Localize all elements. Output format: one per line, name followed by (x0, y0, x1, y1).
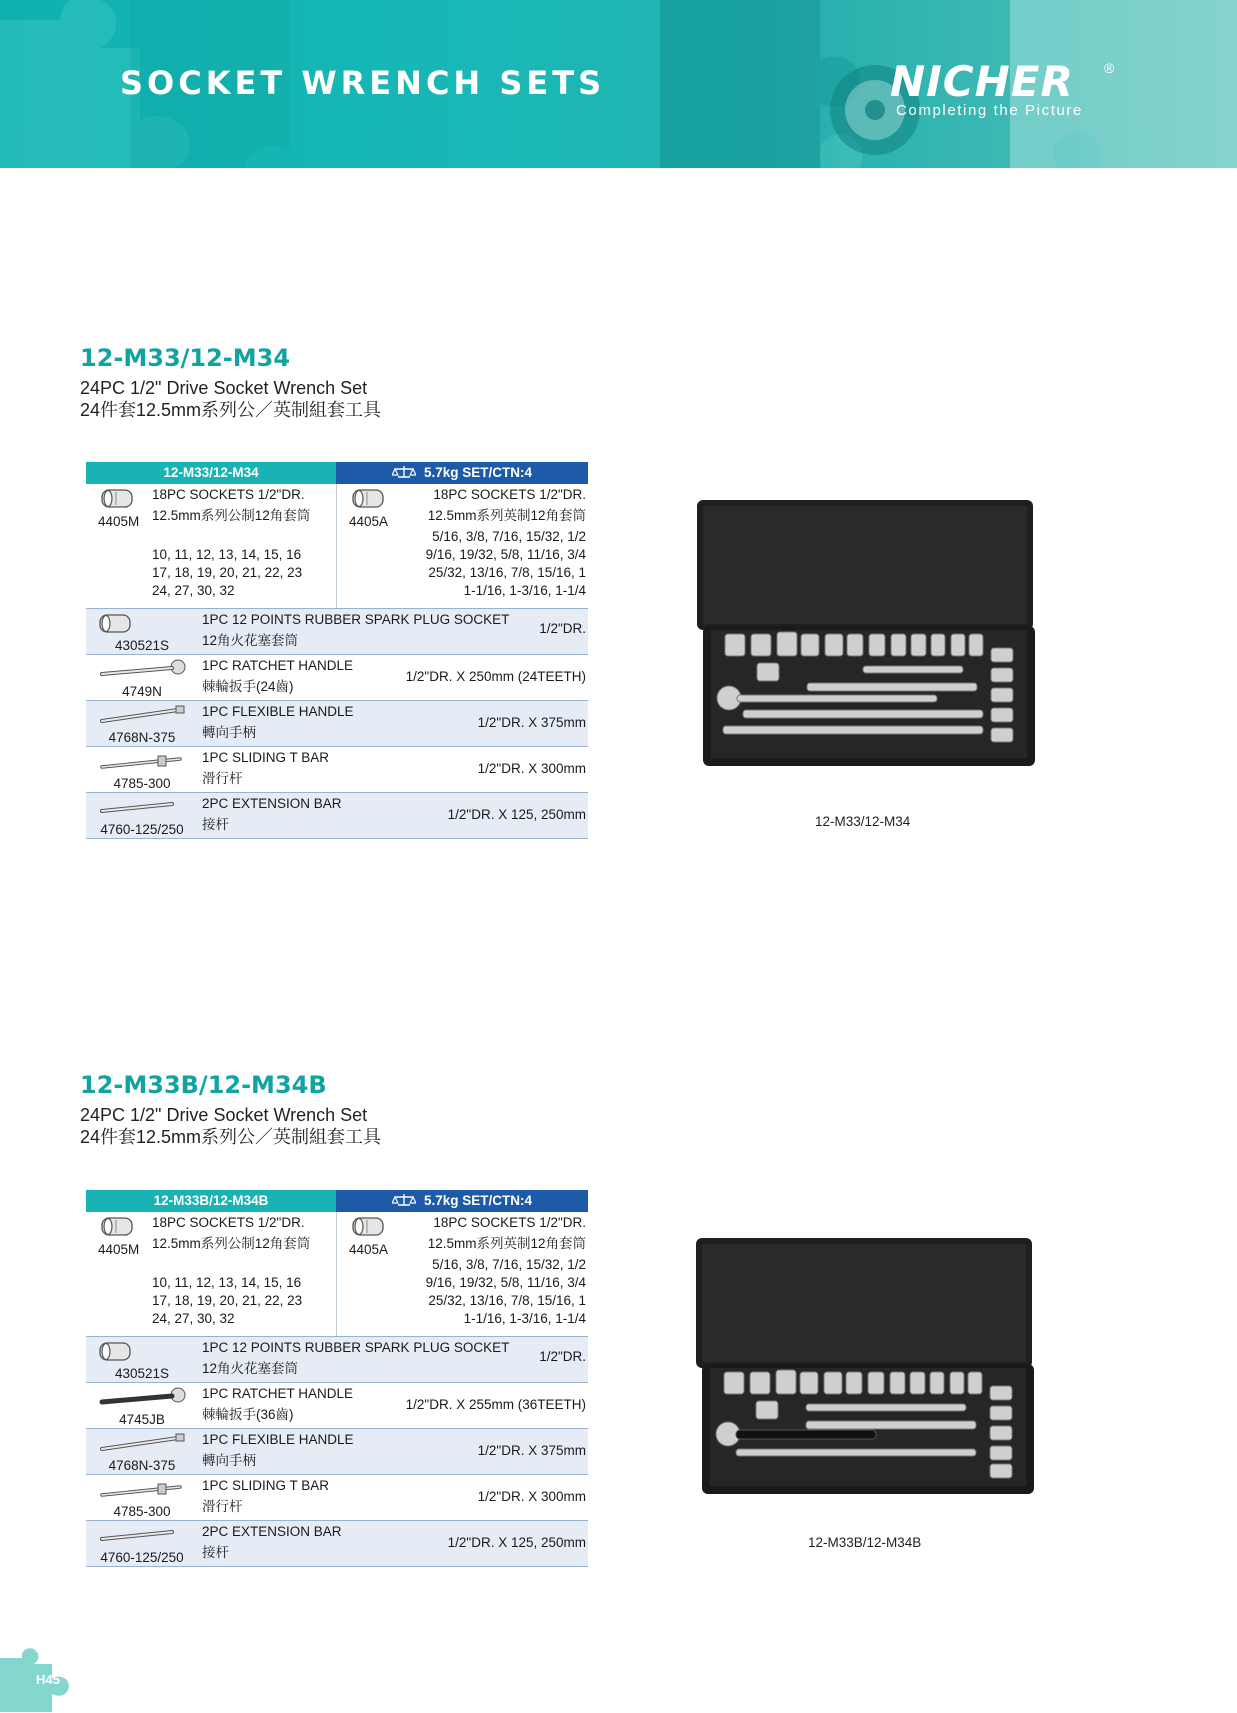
item-desc-en: 1PC FLEXIBLE HANDLE (202, 1432, 354, 1447)
item-desc-en: 1PC RATCHET HANDLE (202, 1386, 354, 1401)
spec-table-header (86, 462, 588, 484)
item-desc-cn: 12.5mm系列英制12角套筒 (427, 508, 586, 523)
item-code: 4405A (349, 1242, 389, 1257)
photo-caption: 12-M33B/12-M34B (808, 1535, 922, 1550)
socket-sizes: 5/16, 3/8, 7/16, 15/32, 1/2 9/16, 19/32, 5/8, 11/16, 3/4 25/32, 13/16, 7/8, 15/16, 1 1-1/16, 1-3/16, 1-1/4 (425, 1257, 586, 1326)
item-code: 4785-300 (113, 1504, 171, 1519)
scale-icon (392, 464, 416, 486)
item-desc-cn: 12.5mm系列公制12角套筒 (152, 508, 311, 523)
socket-block (86, 1212, 588, 1337)
item-desc-en: 18PC SOCKETS 1/2"DR. (152, 1215, 305, 1230)
item-code: 430521S (114, 1366, 170, 1381)
table-row (86, 1383, 588, 1429)
socket-sizes: 10, 11, 12, 13, 14, 15, 16 17, 18, 19, 20, 21, 22, 23 24, 27, 30, 32 (152, 547, 303, 598)
item-desc-en: 1PC SLIDING T BAR (202, 1478, 330, 1493)
item-code: 4785-300 (113, 776, 171, 791)
item-spec: 1/2"DR. (539, 1349, 586, 1364)
item-code: 4768N-375 (108, 730, 176, 745)
socket-icon (351, 487, 387, 514)
item-desc-en: 18PC SOCKETS 1/2"DR. (433, 1215, 586, 1230)
item-desc-en: 18PC SOCKETS 1/2"DR. (152, 487, 305, 502)
ratchet-icon (98, 658, 188, 683)
page-number: H45 (36, 1672, 60, 1687)
item-spec: 1/2"DR. X 375mm (477, 1443, 586, 1458)
socket-sizes: 10, 11, 12, 13, 14, 15, 16 17, 18, 19, 20, 21, 22, 23 24, 27, 30, 32 (152, 1275, 303, 1326)
item-code: 4749N (122, 684, 162, 699)
item-desc-cn: 滑行杆 (202, 771, 243, 786)
t-bar-icon (98, 750, 188, 775)
weight-text: 5.7kg SET/CTN:4 (423, 1193, 533, 1208)
table-row (86, 1475, 588, 1521)
socket-icon (351, 1215, 387, 1242)
socket-block (86, 484, 588, 609)
item-spec: 1/2"DR. X 375mm (477, 715, 586, 730)
socket-icon (100, 1215, 136, 1242)
product-code: 12-M33/12-M34 (80, 344, 291, 372)
weight-text: 5.7kg SET/CTN:4 (423, 465, 533, 480)
table-row (86, 1337, 588, 1383)
table-row (86, 1521, 588, 1567)
table-row (86, 1429, 588, 1475)
item-desc-cn: 12.5mm系列公制12角套筒 (152, 1236, 311, 1251)
item-desc-en: 2PC EXTENSION BAR (202, 1524, 342, 1539)
item-code: 4760-125/250 (100, 1550, 184, 1565)
spec-table (86, 462, 588, 839)
table-title: 12-M33B/12-M34B (86, 1190, 336, 1212)
item-spec: 1/2"DR. X 255mm (36TEETH) (405, 1397, 586, 1412)
item-desc-cn: 轉向手柄 (202, 1453, 256, 1468)
item-desc-en: 1PC 12 POINTS RUBBER SPARK PLUG SOCKET (202, 612, 510, 627)
item-spec: 1/2"DR. X 125, 250mm (447, 807, 586, 822)
socket-icon (98, 1340, 134, 1367)
metric-sockets (86, 484, 336, 608)
item-desc-cn: 轉向手柄 (202, 725, 256, 740)
brand-name: NICHER (890, 57, 1074, 106)
item-desc-cn: 棘輪扳手(24齒) (202, 679, 294, 694)
product-name-en: 24PC 1/2" Drive Socket Wrench Set (80, 1105, 368, 1125)
flexible-handle-icon (98, 704, 188, 729)
photo-caption: 12-M33/12-M34 (815, 814, 911, 829)
inch-sockets (336, 1212, 588, 1336)
product-name-cn: 24件套12.5mm系列公／英制組套工具 (80, 400, 382, 420)
ratchet-icon (98, 1386, 188, 1411)
item-spec: 1/2"DR. X 250mm (24TEETH) (405, 669, 586, 684)
item-desc-en: 1PC SLIDING T BAR (202, 750, 330, 765)
item-desc-cn: 12.5mm系列英制12角套筒 (427, 1236, 586, 1251)
registered-mark: ® (1104, 60, 1115, 76)
item-desc-en: 1PC 12 POINTS RUBBER SPARK PLUG SOCKET (202, 1340, 510, 1355)
item-spec: 1/2"DR. X 300mm (477, 761, 586, 776)
table-row (86, 747, 588, 793)
item-code: 4405M (98, 1242, 140, 1257)
t-bar-icon (98, 1478, 188, 1503)
product-code: 12-M33B/12-M34B (80, 1071, 327, 1099)
product-photo (697, 498, 1037, 773)
header-banner (0, 0, 1237, 168)
item-desc-en: 1PC FLEXIBLE HANDLE (202, 704, 354, 719)
product-name-en: 24PC 1/2" Drive Socket Wrench Set (80, 378, 368, 398)
spec-table-header (86, 1190, 588, 1212)
product-photo (696, 1236, 1036, 1501)
item-desc-en: 1PC RATCHET HANDLE (202, 658, 354, 673)
item-desc-cn: 接杆 (202, 817, 229, 832)
item-desc-cn: 棘輪扳手(36齒) (202, 1407, 294, 1422)
table-row (86, 701, 588, 747)
item-code: 4768N-375 (108, 1458, 176, 1473)
scale-icon (392, 1192, 416, 1214)
extension-bar-icon (98, 796, 188, 821)
table-row (86, 609, 588, 655)
inch-sockets (336, 484, 588, 608)
item-desc-cn: 滑行杆 (202, 1499, 243, 1514)
socket-icon (98, 612, 134, 639)
item-code: 430521S (114, 638, 170, 653)
table-row (86, 655, 588, 701)
item-code: 4405A (349, 514, 389, 529)
item-spec: 1/2"DR. (539, 621, 586, 636)
item-spec: 1/2"DR. X 300mm (477, 1489, 586, 1504)
item-spec: 1/2"DR. X 125, 250mm (447, 1535, 586, 1550)
item-code: 4760-125/250 (100, 822, 184, 837)
table-title: 12-M33/12-M34 (86, 462, 336, 484)
brand-tagline: Completing the Picture (896, 102, 1083, 119)
page-title: SOCKET WRENCH SETS (120, 64, 606, 102)
socket-sizes: 5/16, 3/8, 7/16, 15/32, 1/2 9/16, 19/32, 5/8, 11/16, 3/4 25/32, 13/16, 7/8, 15/16, 1 1-1/16, 1-3/16, 1-1/4 (425, 529, 586, 598)
metric-sockets (86, 1212, 336, 1336)
extension-bar-icon (98, 1524, 188, 1549)
weight-cell (336, 1190, 588, 1212)
item-desc-cn: 接杆 (202, 1545, 229, 1560)
item-desc-en: 2PC EXTENSION BAR (202, 796, 342, 811)
weight-cell (336, 462, 588, 484)
item-code: 4745JB (119, 1412, 165, 1427)
spec-table (86, 1190, 588, 1567)
product-name-cn: 24件套12.5mm系列公／英制組套工具 (80, 1127, 382, 1147)
item-code: 4405M (98, 514, 140, 529)
item-desc-en: 18PC SOCKETS 1/2"DR. (433, 487, 586, 502)
brand-logo (890, 57, 1115, 119)
socket-icon (100, 487, 136, 514)
flexible-handle-icon (98, 1432, 188, 1457)
table-row (86, 793, 588, 839)
item-desc-cn: 12角火花塞套筒 (202, 1361, 299, 1376)
item-desc-cn: 12角火花塞套筒 (202, 633, 299, 648)
